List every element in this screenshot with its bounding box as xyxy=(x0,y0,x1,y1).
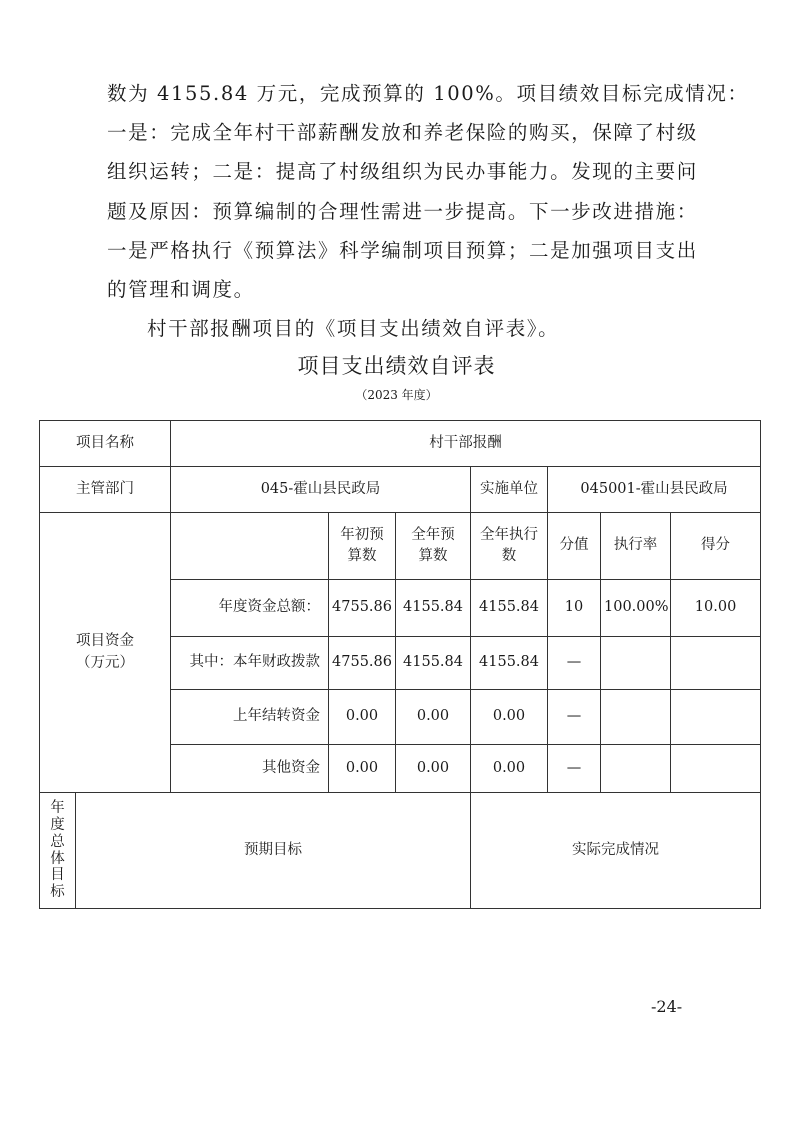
row-label: 其他资金 xyxy=(171,745,329,793)
cell-score-value: — xyxy=(548,745,601,793)
table-row xyxy=(40,793,761,909)
cell-annual: 4155.84 xyxy=(396,580,471,637)
cell-rate: 100.00% xyxy=(601,580,671,637)
cell-score: 10.00 xyxy=(671,580,761,637)
cell-rate xyxy=(601,637,671,690)
impl-value: 045001-霍山县民政局 xyxy=(548,467,761,513)
cell-score-value: — xyxy=(548,690,601,745)
dept-value: 045-霍山县民政局 xyxy=(171,467,471,513)
cell-annual: 0.00 xyxy=(396,690,471,745)
cell-exec: 4155.84 xyxy=(471,580,548,637)
dept-label: 主管部门 xyxy=(40,467,171,513)
cell-score xyxy=(671,637,761,690)
header-line: 年初预 xyxy=(340,526,384,543)
cell-score xyxy=(671,745,761,793)
cell-initial: 0.00 xyxy=(329,745,396,793)
header-score-value: 分值 xyxy=(548,513,601,580)
cell-annual: 0.00 xyxy=(396,745,471,793)
goal-label xyxy=(40,793,76,909)
cell-exec: 0.00 xyxy=(471,690,548,745)
cell-rate xyxy=(601,690,671,745)
funds-label xyxy=(40,513,171,793)
paragraph-intro: 村干部报酬项目的《项目支出绩效自评表》。 xyxy=(147,317,560,340)
cell-exec: 4155.84 xyxy=(471,637,548,690)
goal-label-char: 体 xyxy=(50,850,65,867)
row-label: 其中：本年财政拨款 xyxy=(171,637,329,690)
cell-score-value: — xyxy=(548,637,601,690)
goal-label-char: 目 xyxy=(50,867,65,884)
cell-annual: 4155.84 xyxy=(396,637,471,690)
cell-score xyxy=(671,690,761,745)
header-line: 全年执行 xyxy=(480,526,538,543)
header-blank xyxy=(171,513,329,580)
cell-initial: 0.00 xyxy=(329,690,396,745)
table-title: 项目支出绩效自评表 xyxy=(297,354,496,378)
paragraph-line: 一是：完成全年村干部薪酬发放和养老保险的购买，保障了村级 xyxy=(107,121,698,144)
table-row xyxy=(40,421,761,467)
expected-goal-header: 预期目标 xyxy=(76,793,471,909)
goal-label-char: 标 xyxy=(50,883,65,900)
paragraph-line: 一是严格执行《预算法》科学编制项目预算；二是加强项目支出 xyxy=(107,239,698,262)
impl-label: 实施单位 xyxy=(471,467,548,513)
goal-label-char: 年 xyxy=(50,800,65,817)
header-line: 算数 xyxy=(418,548,448,564)
header-exec-rate: 执行率 xyxy=(601,513,671,580)
project-name: 村干部报酬 xyxy=(171,421,761,467)
header-line: 全年预 xyxy=(411,526,455,543)
cell-initial: 4755.86 xyxy=(329,580,396,637)
header-annual-budget xyxy=(396,513,471,580)
paragraph-line: 题及原因：预算编制的合理性需进一步提高。下一步改进措施： xyxy=(107,200,698,223)
paragraph-line: 的管理和调度。 xyxy=(107,278,255,301)
row-label: 上年结转资金 xyxy=(171,690,329,745)
goal-label-char: 总 xyxy=(50,833,65,850)
paragraph-line: 组织运转；二是：提高了村级组织为民办事能力。发现的主要问 xyxy=(107,160,698,183)
cell-rate xyxy=(601,745,671,793)
row-label: 年度资金总额： xyxy=(171,580,329,637)
actual-completion-header: 实际完成情况 xyxy=(471,793,761,909)
header-line: 数 xyxy=(501,548,517,564)
cell-exec: 0.00 xyxy=(471,745,548,793)
page-number: -24- xyxy=(651,997,683,1016)
goal-label-char: 度 xyxy=(50,817,65,834)
table-year: （2023 年度） xyxy=(355,388,438,402)
funds-label-line: （万元） xyxy=(76,654,134,671)
performance-table xyxy=(39,420,761,909)
project-name-label: 项目名称 xyxy=(40,421,171,467)
cell-score-value: 10 xyxy=(548,580,601,637)
header-annual-exec xyxy=(471,513,548,580)
header-score: 得分 xyxy=(671,513,761,580)
header-initial-budget xyxy=(329,513,396,580)
funds-label-line: 项目资金 xyxy=(76,633,134,650)
table-header-row xyxy=(40,513,761,580)
paragraph-line: 数为 4155.84 万元，完成预算的 100%。项目绩效目标完成情况： xyxy=(107,82,749,105)
cell-initial: 4755.86 xyxy=(329,637,396,690)
table-row xyxy=(40,467,761,513)
header-line: 算数 xyxy=(347,548,377,564)
